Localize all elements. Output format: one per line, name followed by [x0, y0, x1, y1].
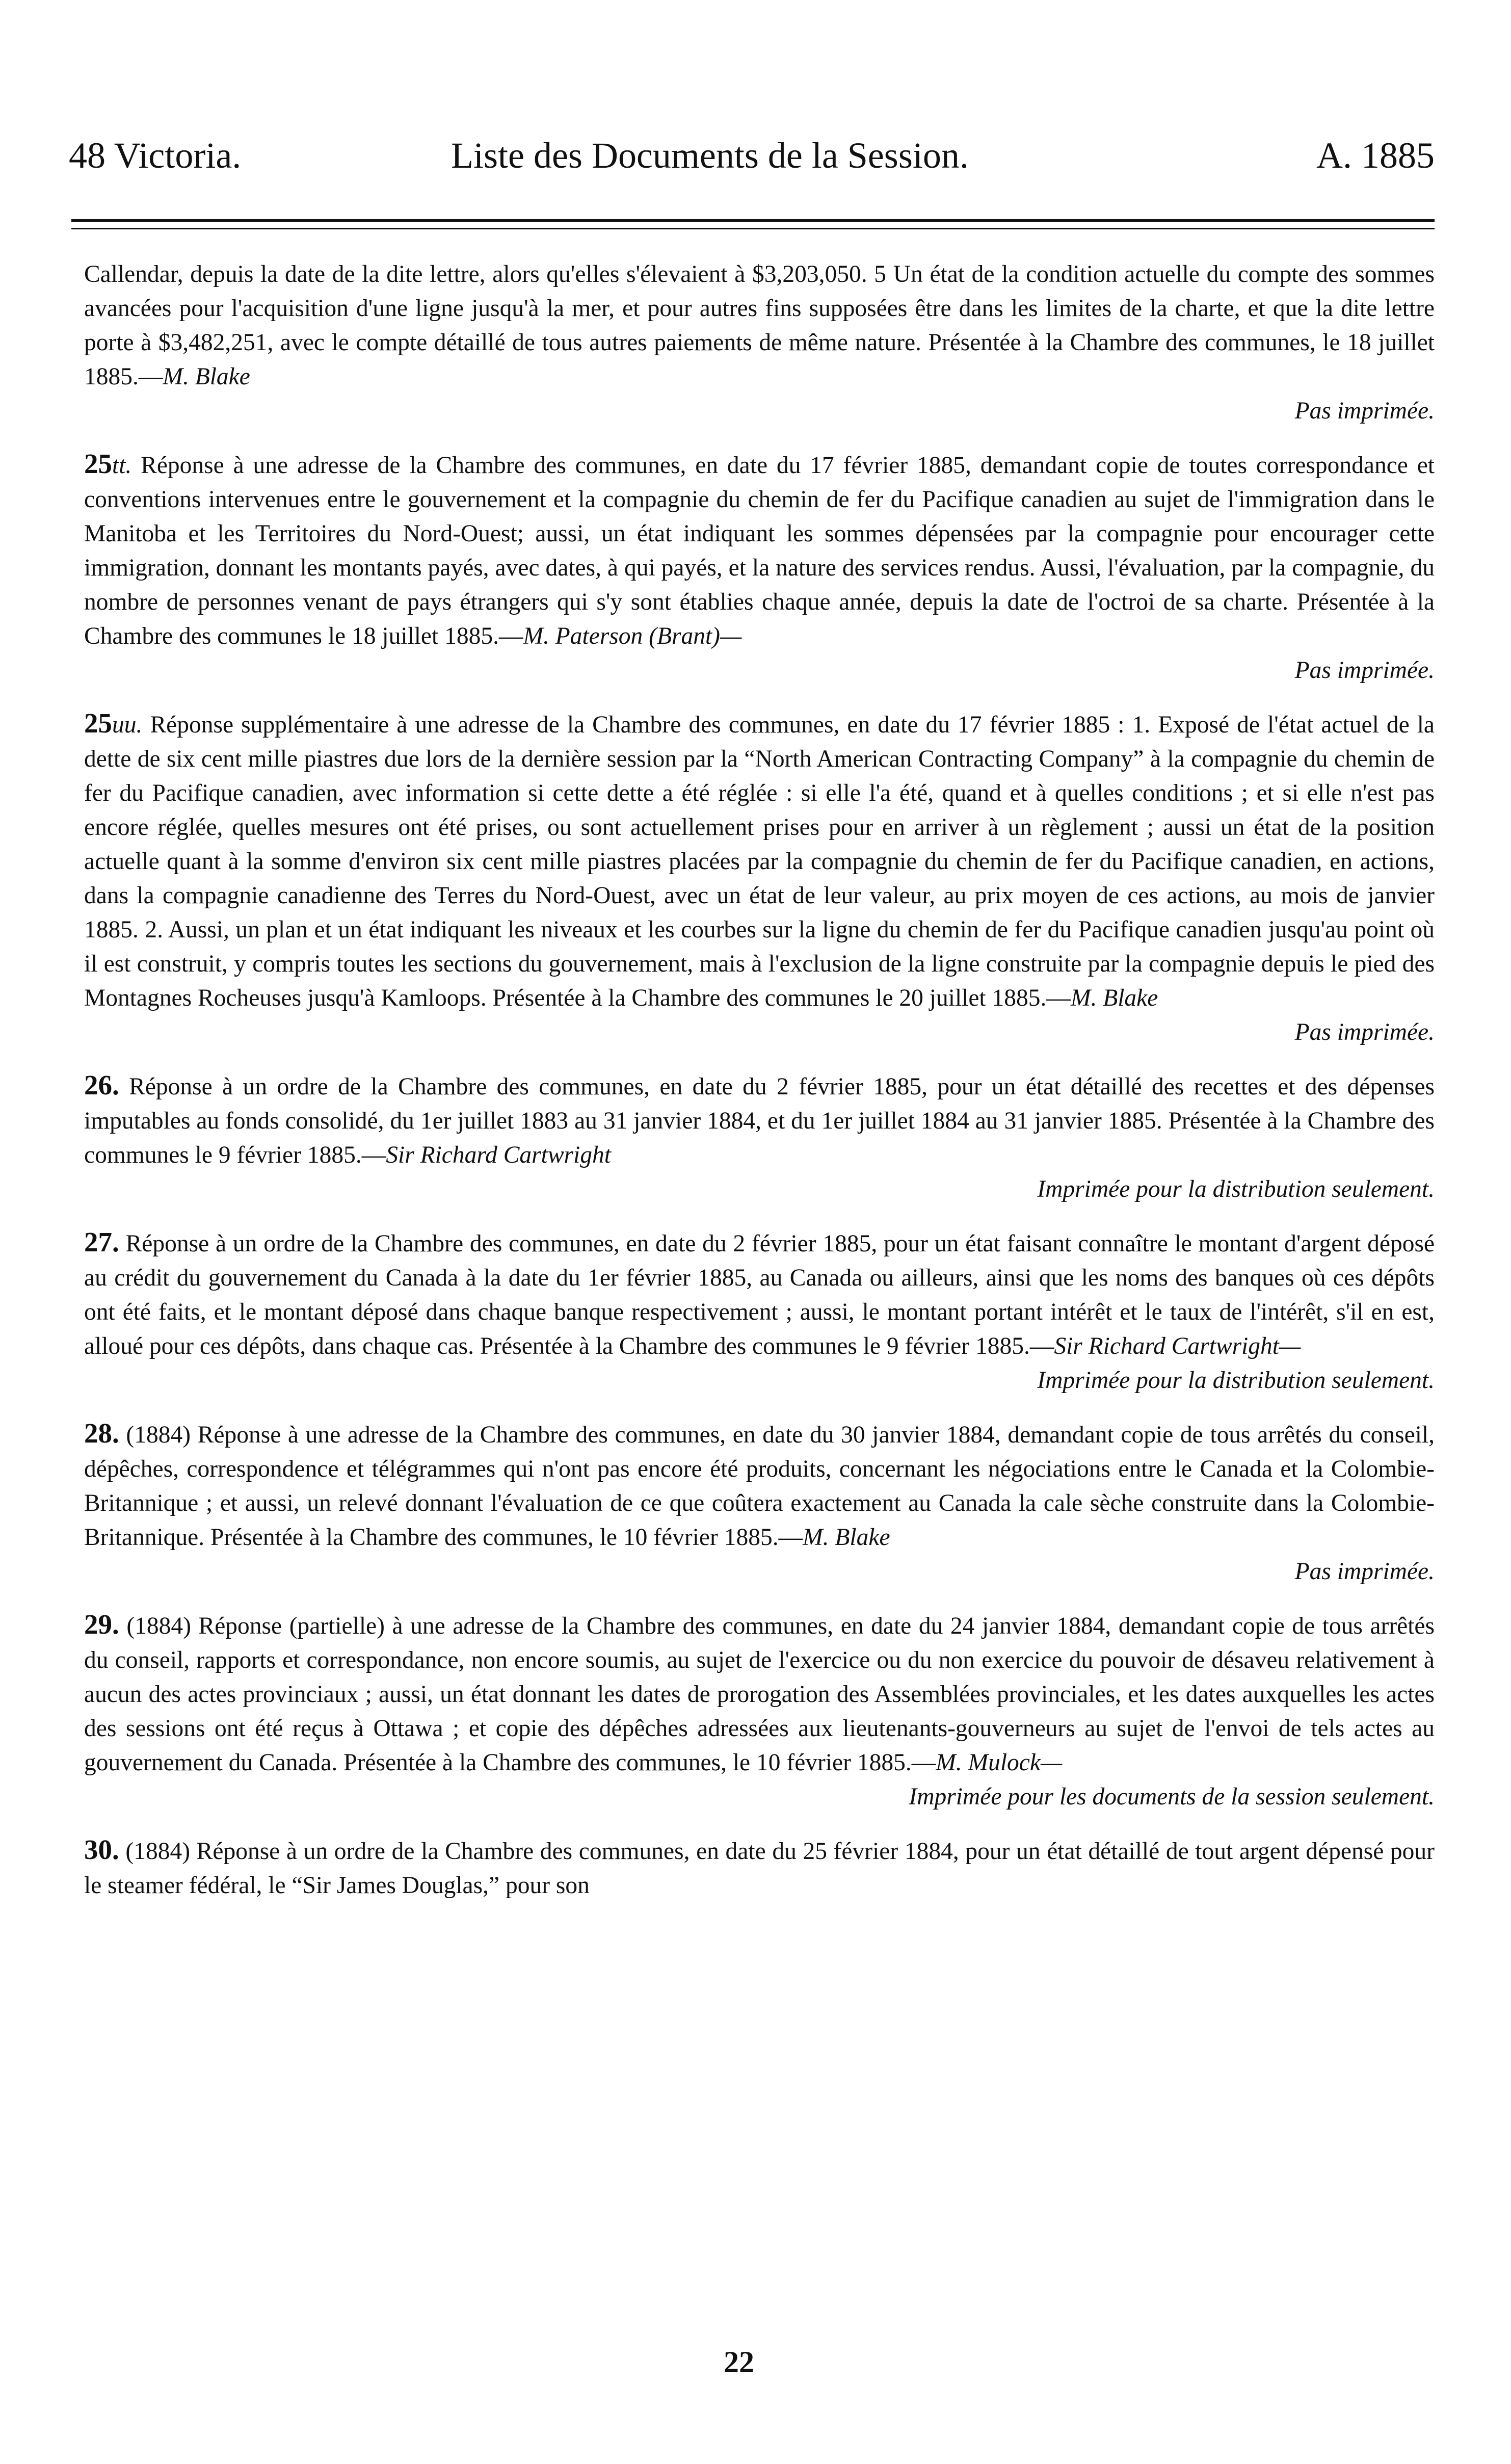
entry-author: M. Paterson (Brant)—	[523, 623, 742, 649]
document-body	[84, 257, 1435, 1921]
entry-author: M. Mulock—	[936, 1749, 1063, 1776]
entry-29	[84, 1607, 1435, 1814]
entry-suffix: uu.	[112, 712, 143, 738]
page-number: 22	[724, 2345, 754, 2379]
entry-28	[84, 1416, 1435, 1589]
entry-text: Réponse à une adresse de la Chambre des communes, en date du 17 février 1885, demandant copie de toutes correspondance et conventions intervenues entre le gouvernement et la compagnie du chemin de fer du Pacifique canadien au sujet de l'immigration dans le Manitoba et les Territoires du Nord-Ouest; aussi, un état indiquant les sommes dépensées par la compagnie pour encourager cette immigration, donnant les montants payés, avec dates, à qui payés, et la nature des services rendus. Aussi, l'évaluation, par la compagnie, du nombre de personnes venant de pays étrangers qui s'y sont établies chaque année, depuis la date de l'octroi de sa charte. Présentée à la Chambre des communes le 18 juillet 1885.—	[84, 452, 1435, 649]
entry-text: Réponse à un ordre de la Chambre des communes, en date du 2 février 1885, pour un état faisant connaître le montant d'argent déposé au crédit du gouvernement du Canada à la date du 1er février 1885, au Canada ou ailleurs, ainsi que les noms des banques où ces dépôts ont été faits, et le montant déposé dans chaque banque respectivement ; aussi, le montant portant intérêt et le taux de l'intérêt, s'il en est, alloué pour ces dépôts, dans chaque cas. Présentée à la Chambre des communes le 9 février 1885.—	[84, 1230, 1435, 1359]
entry-26	[84, 1068, 1435, 1207]
entry-text: Réponse supplémentaire à une adresse de la Chambre des communes, en date du 17 février 1885 : 1. Exposé de l'état actuel de la dette de six cent mille piastres due lors de la dernière session par la “North American Contracting Company” à la compagnie du chemin de fer du Pacifique canadien, avec information si cette dette a été réglée : si elle l'a été, quand et à quelles conditions ; et si elle n'est pas encore réglée, quelles mesures ont été prises, ou sont actuellement prises pour en arriver à un règlement ; aussi un état de la position actuelle quant à la somme d'environ six cent mille piastres placées par la compagnie du chemin de fer du Pacifique canadien, en actions, dans la compagnie canadienne des Terres du Nord-Ouest, avec un état de leur valeur, au prix moyen de ces actions, au mois de janvier 1885. 2. Aussi, un plan et un état indiquant les niveaux et les courbes sur la ligne du chemin de fer du Pacifique canadien jusqu'au point où il est construit, y compris toutes les sections du gouvernement, mais à l'exclusion de la ligne construite par la compagnie depuis le pied des Montagnes Rocheuses jusqu'à Kamloops. Présentée à la Chambre des communes le 20 juillet 1885.—	[84, 712, 1435, 1011]
entry-text: (1884) Réponse (partielle) à une adresse de la Chambre des communes, en date du 24 janvier 1884, demandant copie de tous arrêtés du conseil, rapports et correspondance, non encore soumis, au sujet de l'exercice ou du non exercice du pouvoir de désaveu relativement à aucun des actes provinciaux ; aussi, un état donnant les dates de prorogation des Assemblées provinciales, et les dates auxquelles les actes des sessions ont été reçus à Ottawa ; et copie des dépêches adressées aux lieutenants-gouverneurs au sujet de l'envoi de tels actes au gouvernement du Canada. Présentée à la Chambre des communes, le 10 février 1885.—	[84, 1613, 1435, 1776]
entry-text: Callendar, depuis la date de la dite lettre, alors qu'elles s'élevaient à $3,203,050. 5 Un état de la condition actuelle du compte des sommes avancées pour l'acquisition d'une ligne jusqu'à la mer, et pour autres fins supposées être dans les limites de la charte, et que la dite lettre porte à $3,482,251, avec le compte détaillé de tous autres paiements de même nature. Présentée à la Chambre des communes, le 18 juillet 1885.—	[84, 261, 1435, 390]
entry-status: Pas imprimée.	[1294, 1558, 1435, 1585]
entry-number: 27	[84, 1226, 112, 1257]
entry-status: Pas imprimée.	[1294, 657, 1435, 684]
entry-author: M. Blake	[163, 363, 250, 390]
header-year: A. 1885	[1316, 135, 1435, 176]
entry-text: Réponse à un ordre de la Chambre des communes, en date du 2 février 1885, pour un état détaillé des recettes et des dépenses imputables au fonds consolidé, du 1er juillet 1883 au 31 janvier 1884, et du 1er juillet 1884 au 31 janvier 1885. Présentée à la Chambre des communes le 9 février 1885.—	[84, 1073, 1435, 1168]
entry-suffix: .	[112, 1226, 119, 1257]
entry-number: 26	[84, 1069, 112, 1100]
entry-number: 28	[84, 1418, 112, 1449]
entry-suffix: .	[112, 1609, 119, 1640]
entry-status: Pas imprimée.	[1294, 398, 1435, 424]
entry-suffix: .	[112, 1418, 119, 1449]
entry-number: 25	[84, 707, 112, 739]
header-rule-thick	[71, 219, 1435, 222]
running-header	[69, 127, 1435, 184]
entry-27	[84, 1225, 1435, 1398]
entry-25tt	[84, 447, 1435, 688]
entry-number: 25	[84, 448, 112, 479]
entry-number: 30	[84, 1834, 112, 1865]
entry-status: Imprimée pour la distribution seulement.	[1037, 1176, 1435, 1202]
entry-author: M. Blake	[803, 1524, 890, 1551]
entry-suffix: tt.	[112, 452, 132, 479]
entry-author: Sir Richard Cartwright—	[1054, 1333, 1301, 1359]
entry-author: Sir Richard Cartwright	[386, 1142, 611, 1168]
entry-number: 29	[84, 1609, 112, 1640]
header-title: Liste des Documents de la Session.	[451, 135, 969, 176]
entry-25uu	[84, 706, 1435, 1050]
entry-status: Pas imprimée.	[1294, 1019, 1435, 1045]
entry-author: M. Blake	[1070, 985, 1158, 1011]
entry-status: Imprimée pour la distribution seulement.	[1037, 1367, 1435, 1394]
header-session: 48 Victoria.	[69, 135, 242, 176]
entry-continuation	[84, 257, 1435, 428]
entry-30	[84, 1832, 1435, 1903]
entry-status: Imprimée pour les documents de la session seulement.	[909, 1784, 1435, 1810]
entry-suffix: .	[112, 1834, 119, 1865]
entry-text: (1884) Réponse à un ordre de la Chambre des communes, en date du 25 février 1884, pour un état détaillé de tout argent dépensé pour le steamer fédéral, le “Sir James Douglas,” pour son	[84, 1838, 1435, 1899]
entry-suffix: .	[112, 1069, 119, 1100]
entry-text: (1884) Réponse à une adresse de la Chambre des communes, en date du 30 janvier 1884, demandant copie de tous arrêtés du conseil, dépêches, correspondence et télégrammes qui n'ont pas encore été produits, concernant les négociations entre le Canada et la Colombie-Britannique ; et aussi, un relevé donnant l'évaluation de ce que coûtera exactement au Canada la cale sèche construite dans la Colombie-Britannique. Présentée à la Chambre des communes, le 10 février 1885.—	[84, 1422, 1435, 1551]
header-rule-thin	[71, 228, 1435, 229]
